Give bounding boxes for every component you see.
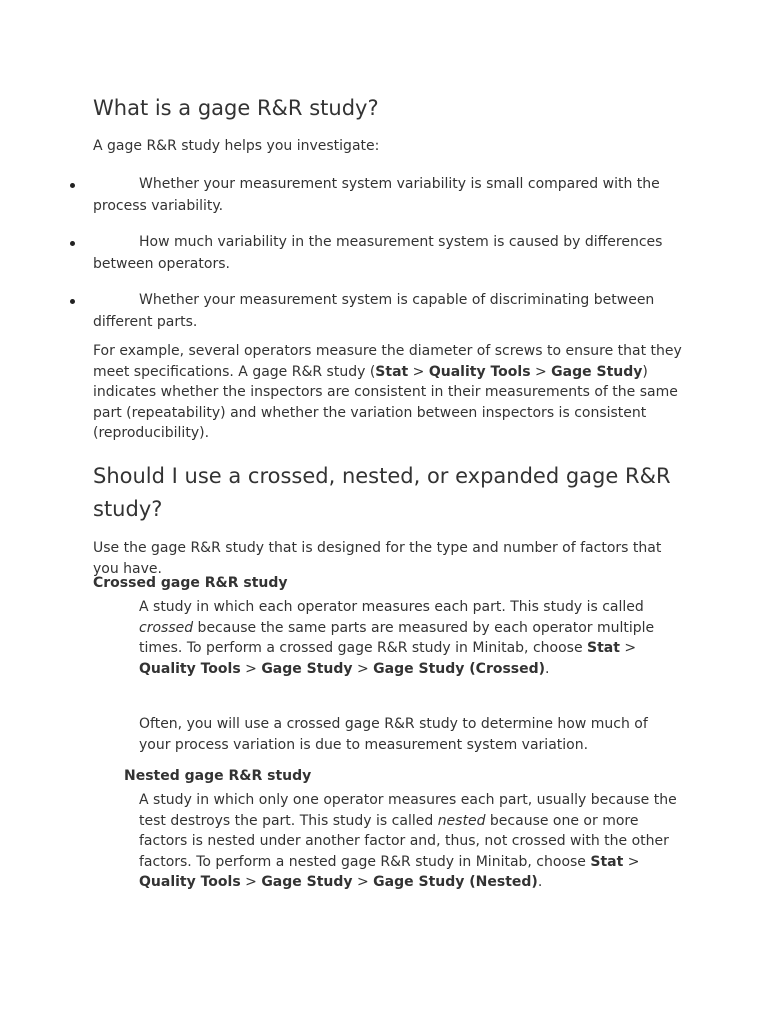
nested-paragraph: A study in which only one operator measures each part, usually because the test destroys the part. This study is called nested because one or more factors is nested under another factor and, thus, not crossed with the other factors. To perform a nested gage R&R study in Minitab, choose Stat > Quality Tools > Gage Study > Gage Study (Nested).: [139, 792, 677, 890]
crossed-title: Crossed gage R&R study: [93, 575, 288, 591]
menu-gage-study-nested: Gage Study (Nested): [373, 874, 538, 890]
menu-stat: Stat: [375, 363, 409, 380]
section2-intro: Use the gage R&R study that is designed for the type and number of factors that you have.: [93, 540, 662, 577]
menu-quality-tools: Quality Tools: [139, 874, 241, 890]
menu-gage-study: Gage Study: [551, 363, 643, 380]
menu-stat: Stat: [587, 640, 620, 656]
bullet-icon: [70, 183, 75, 188]
heading-should-i-use: Should I use a crossed, nested, or expanded gage R&R study?: [93, 464, 671, 521]
bullet-icon: [70, 241, 75, 246]
example-paragraph: For example, several operators measure the diameter of screws to ensure that they meet specifications. A gage R&R study (Stat > Quality Tools > Gage Study) indicates whether the inspectors are consistent in their measurements of the same part (repeatability) and whether the variation between inspectors is consistent (reproducibility).: [93, 343, 682, 441]
menu-quality-tools: Quality Tools: [428, 363, 531, 380]
crossed-paragraph-2: Often, you will use a crossed gage R&R study to determine how much of your process variation is due to measurement system variation.: [139, 716, 648, 753]
bullet-item: Whether your measurement system variability is small compared with the process variability.: [93, 176, 660, 214]
intro-text: A gage R&R study helps you investigate:: [93, 138, 380, 154]
menu-gage-study-crossed: Gage Study (Crossed): [373, 660, 546, 677]
bullet-item: Whether your measurement system is capable of discriminating between different parts.: [93, 292, 655, 330]
menu-stat: Stat: [590, 853, 624, 870]
crossed-paragraph: A study in which each operator measures each part. This study is called crossed because the same parts are measured by each operator multiple times. To perform a crossed gage R&R study in Minitab, choose Stat > Quality Tools > Gage Study > Gage Study (Crossed).: [139, 599, 655, 677]
bullet-item: How much variability in the measurement system is caused by differences between operators.: [93, 234, 663, 272]
bullet-icon: [70, 299, 75, 304]
nested-title: Nested gage R&R study: [124, 768, 312, 784]
menu-gage-study: Gage Study: [261, 874, 353, 890]
menu-gage-study: Gage Study: [261, 660, 353, 677]
heading-what-is-gage-rr: What is a gage R&R study?: [93, 96, 379, 120]
menu-quality-tools: Quality Tools: [139, 660, 241, 677]
